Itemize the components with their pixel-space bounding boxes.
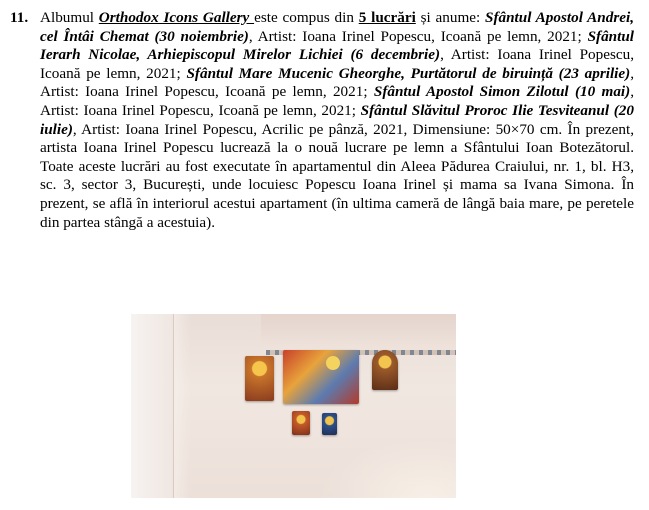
icon-painting-4	[292, 411, 310, 435]
work-title-1: Sfântul Apostol Andrei, cel Întâi Chemat (30 noiembrie)	[40, 9, 634, 45]
item-number: 11.	[10, 9, 29, 26]
work-details-1: , Artist: Ioana Irinel Popescu, Icoană pe lemn, 2021;	[248, 27, 588, 45]
works-count: 5 lucrări	[358, 9, 416, 26]
icon-painting-2	[283, 350, 359, 404]
halo-icon	[326, 356, 340, 370]
album-title: Orthodox Icons Gallery	[98, 9, 255, 26]
work-details-3: , Artist: Ioana Irinel Popescu, Icoană pe lemn, 2021;	[40, 64, 634, 101]
work-details-4: , Artist: Ioana Irinel Popescu, Icoană pe lemn, 2021;	[40, 83, 634, 119]
work-details-5: , Artist: Ioana Irinel Popescu, Acrilic pe pânză, 2021, Dimensiune: 50×70 cm.	[72, 120, 568, 138]
icon-painting-5	[322, 413, 337, 435]
closing-text: În prezent, artista Ioana Irinel Popescu lucrează la o nouă lucrare pe lemn a Sfântului Ioan Botezătorul. Toate aceste lucrări au fost executate în apartamentul din Aleea Pădurea Craiului, nr. 1, bl. H3, sc. 3, sector 3, București, unde locuiesc Popescu Ioana Irinel și mama sa Ivana Simona. În prezent, se află în interiorul acestui apartament (în ultima cameră de lângă baia mare, pe peretele din partea stângă a acestuia).	[40, 120, 634, 231]
icon-painting-3	[372, 350, 398, 390]
intro-text: Albumul	[40, 9, 99, 26]
ceiling-band	[261, 314, 456, 352]
composed-text: este compus din	[254, 9, 359, 26]
icon-painting-1	[245, 356, 274, 401]
work-title-3: Sfântul Mare Mucenic Gheorghe, Purtătorul de biruință (23 aprilie)	[186, 64, 631, 82]
floor-light	[316, 438, 456, 498]
work-title-2: Sfântul Ierarh Nicolae, Arhiepiscopul Mirelor Lichiei (6 decembrie)	[40, 27, 634, 64]
door-frame	[131, 314, 174, 498]
item-body	[40, 9, 634, 232]
wall-with-icons-photo	[131, 314, 456, 498]
work-title-5: Sfântul Slăvitul Proroc Ilie Tesviteanul (20 iulie)	[40, 101, 634, 138]
list-item-11	[10, 9, 634, 232]
work-title-4: Sfântul Apostol Simon Zilotul (10 mai)	[373, 83, 631, 101]
namely-text: și anume:	[415, 9, 486, 26]
work-details-2: , Artist: Ioana Irinel Popescu, Icoană pe lemn, 2021;	[40, 46, 634, 82]
